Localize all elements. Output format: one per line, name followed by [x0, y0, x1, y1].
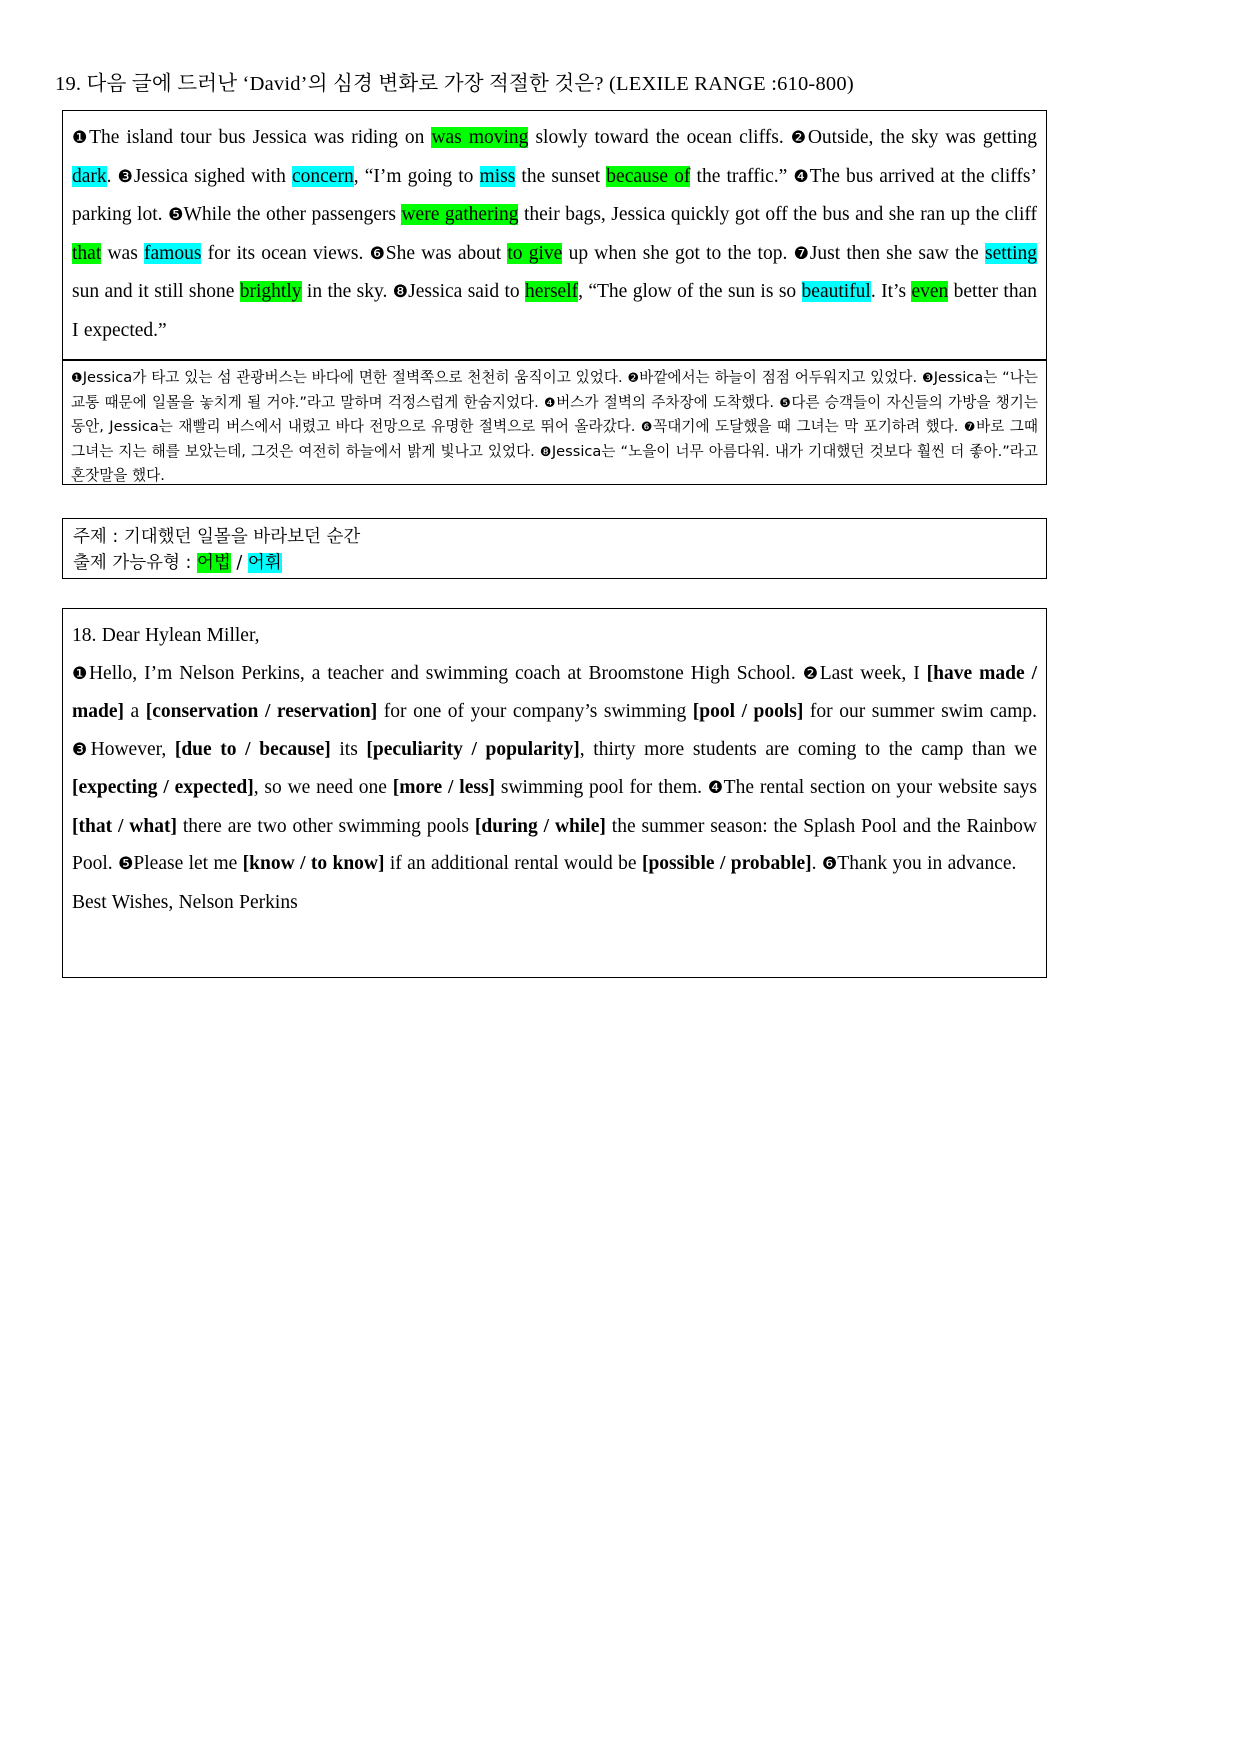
highlighted-term: miss: [479, 165, 516, 187]
sentence-marker: ❶: [71, 371, 83, 386]
answer-choice-pair: [peculiarity / popularity]: [366, 738, 580, 760]
letter-body-text: ❶Hello, I’m Nelson Perkins, a teacher and swimming coach at Broomstone High School. ❷Last week, I [have made / made] a [conservation / reservation] for one of your company’s swimming [pool / pools] for our summer swim camp. ❸However, [due to / because] its [peculiarity / popularity], thirty more students are coming to the camp than we [expecting / expected], so we need one [more / less] swimming pool for them. ❹The rental section on your website says [that / what] there are two other swimming pools [during / while] the summer season: the Splash Pool and the Rainbow Pool. ❺Please let me [know / to know] if an additional rental would be [possible / probable]. ❻Thank you in advance.: [72, 662, 1037, 874]
question-19-passage-box: [62, 110, 1047, 360]
highlighted-term: to give: [507, 242, 563, 264]
sentence-marker: ❷: [790, 128, 808, 148]
highlighted-term: beautiful: [801, 281, 871, 302]
answer-choice-pair: [possible / probable]: [641, 853, 812, 874]
highlighted-term: concern: [291, 165, 354, 187]
highlighted-term: that: [72, 242, 102, 264]
sentence-marker: ❻: [640, 420, 654, 435]
sentence-marker: ❹: [707, 778, 724, 798]
answer-choice-pair: [pool / pools]: [692, 701, 804, 722]
sentence-marker: ❺: [168, 205, 184, 225]
letter-closing: Best Wishes, Nelson Perkins: [72, 891, 298, 913]
korean-translation-text: ❶Jessica가 타고 있는 섬 관광버스는 바다에 면한 절벽쪽으로 천천히 움직이고 있었다. ❷바깥에서는 하늘이 점점 어두워지고 있었다. ❸Jessica는 “나는 교통 때문에 일몰을 놓치게 될 거야.”라고 말하며 걱정스럽게 한숨지었다. ❹버스가 절벽의 주차장에 도착했다. ❺다른 승객들이 자신들의 가방을 챙기는 동안, Jessica는 재빨리 버스에서 내렸고 바다 전망으로 유명한 절벽으로 뛰어 올라갔다. ❻꼭대기에 도달했을 때 그녀는 막 포기하려 했다. ❼바로 그때 그녀는 지는 해를 보았는데, 그것은 여전히 하늘에서 밝게 빛나고 있었다. ❽Jessica는 “노을이 너무 아름다워. 내가 기대했던 것보다 훨씬 더 좋아.”라고 혼잣말을 했다.: [71, 369, 1038, 484]
sentence-marker: ❹: [793, 166, 810, 187]
sentence-marker: ❼: [793, 243, 810, 264]
answer-choice-pair: [know / to know]: [242, 853, 385, 874]
topic-value: 기대했던 일몰을 바라보던 순간: [123, 527, 361, 547]
question-type-line: [73, 550, 1036, 576]
highlighted-term: were gathering: [401, 204, 519, 225]
highlighted-term: dark: [72, 165, 107, 187]
question-19-heading: 19. 다음 글에 드러난 ‘David’의 심경 변화로 가장 적절한 것은? (LEXILE RANGE :610-800): [55, 73, 854, 95]
sentence-marker: ❶: [72, 663, 89, 684]
highlighted-term: famous: [144, 242, 202, 264]
sentence-marker: ❷: [802, 663, 820, 684]
question-type-separator: /: [230, 553, 248, 573]
sentence-marker: ❷: [627, 371, 640, 386]
korean-translation: [63, 361, 1046, 492]
highlighted-term: brightly: [239, 281, 302, 302]
highlighted-term: herself: [525, 281, 579, 302]
answer-choice-pair: [more / less]: [392, 777, 496, 798]
question-18-letter-box: [62, 608, 1047, 978]
highlighted-term: because of: [606, 165, 691, 187]
question-type-label: 출제 가능유형 :: [73, 553, 198, 573]
question-19-translation-box: [62, 360, 1047, 485]
sentence-marker: ❼: [963, 420, 977, 435]
topic-line: [73, 524, 1036, 550]
highlighted-term: setting: [985, 242, 1037, 264]
answer-choice-pair: [conservation / reservation]: [145, 701, 378, 722]
summary-content: [63, 519, 1046, 580]
sentence-marker: ❻: [821, 854, 838, 874]
answer-choice-pair: [that / what]: [72, 815, 177, 837]
answer-choice-pair: [due to / because]: [174, 738, 331, 760]
sentence-marker: ❸: [921, 371, 934, 386]
english-passage: [63, 111, 1046, 353]
sentence-marker: ❺: [118, 854, 134, 874]
sentence-marker: ❹: [544, 395, 557, 411]
sentence-marker: ❽: [392, 282, 409, 302]
answer-choice-pair: [have made / made]: [72, 662, 1037, 722]
sentence-marker: ❻: [369, 243, 386, 264]
english-passage-text: ❶The island tour bus Jessica was riding on was moving slowly toward the ocean cliffs. ❷Outside, the sky was getting dark. ❸Jessica sighed with concern, “I’m going to miss the sunset because of the traffic.” ❹The bus arrived at the cliffs’ parking lot. ❺While the other passengers were gathering their bags, Jessica quickly got off the bus and she ran up the cliff that was famous for its ocean views. ❻She was about to give up when she got to the top. ❼Just then she saw the setting sun and it still shone brightly in the sky. ❽Jessica said to herself, “The glow of the sun is so beautiful. It’s even better than I expected.”: [72, 127, 1038, 341]
question-19-summary-box: [62, 518, 1047, 579]
sentence-marker: ❸: [72, 739, 91, 760]
topic-label: 주제 :: [73, 527, 124, 547]
answer-choice-pair: [expecting / expected]: [72, 777, 254, 798]
highlighted-term: even: [911, 281, 949, 302]
letter-content: [63, 609, 1046, 925]
answer-choice-pair: [during / while]: [474, 815, 606, 837]
letter-salutation: 18. Dear Hylean Miller,: [72, 625, 260, 646]
question-type-vocabulary-badge: 어휘: [247, 553, 282, 573]
sentence-marker: ❺: [779, 395, 792, 411]
sentence-marker: ❶: [72, 128, 90, 148]
sentence-marker: ❸: [117, 166, 134, 187]
highlighted-term: was moving: [431, 127, 529, 148]
sentence-marker: ❽: [539, 444, 552, 460]
question-type-grammar-badge: 어법: [197, 553, 231, 573]
